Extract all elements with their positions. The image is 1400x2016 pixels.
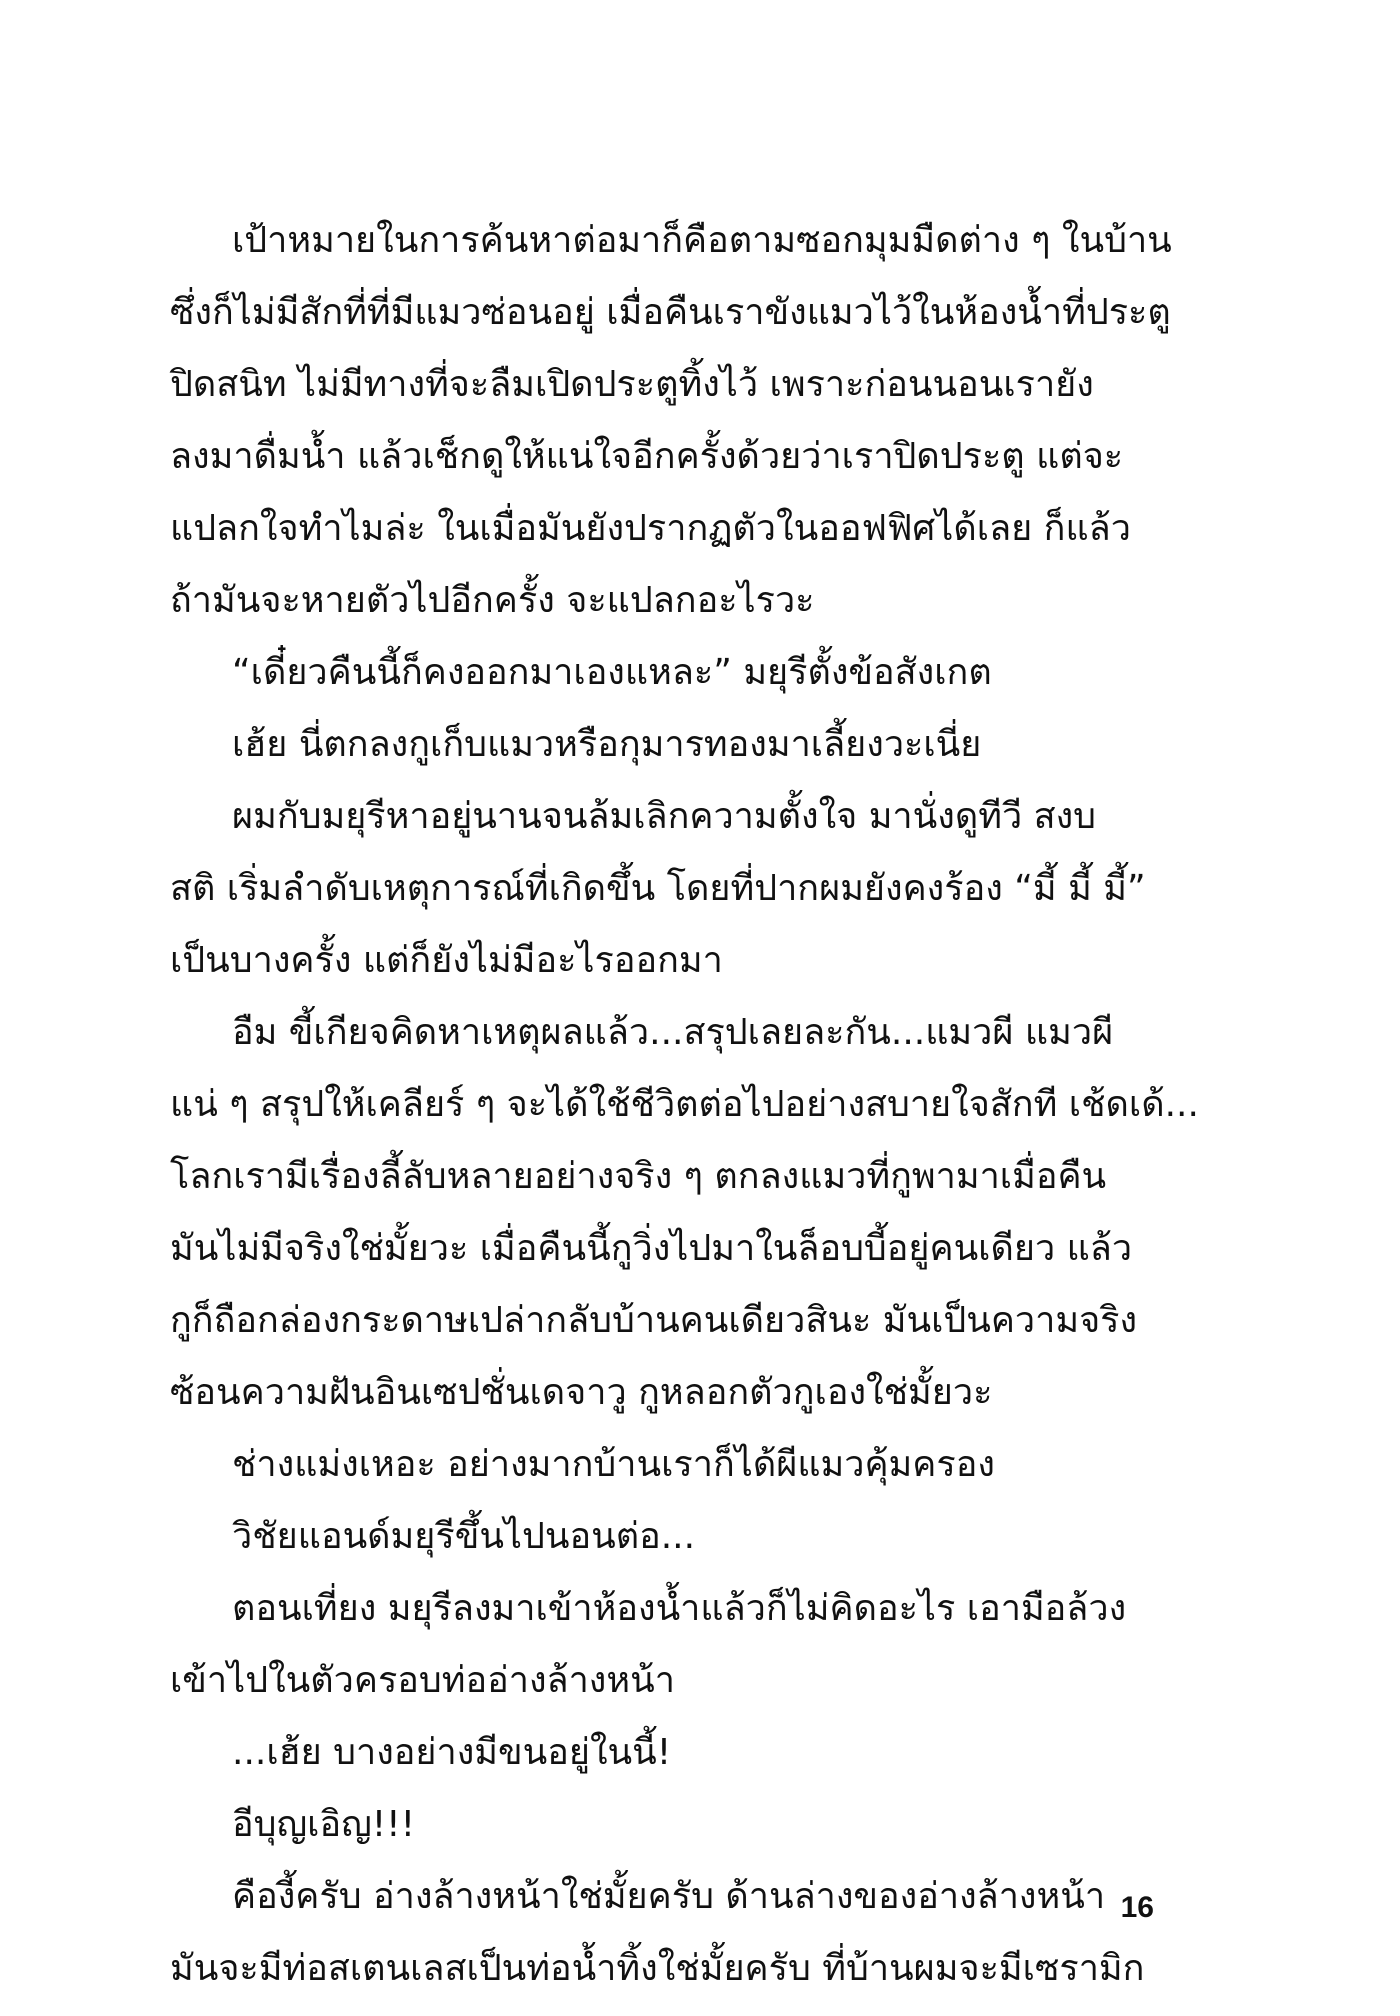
text-line: ผมกับมยุรีหาอยู่นานจนล้มเลิกความตั้งใจ มานั่งดูทีวี สงบ [232, 796, 1096, 837]
text-line: ซึ่งก็ไม่มีสักที่ที่มีแมวซ่อนอยู่ เมื่อคืนเราขังแมวไว้ในห้องน้ำที่ประตู [170, 292, 1171, 333]
text-line: ...เฮ้ย บางอย่างมีขนอยู่ในนี้! [232, 1732, 672, 1773]
text-line: อีบุญเอิญ!!! [232, 1804, 416, 1845]
text-line: เป้าหมายในการค้นหาต่อมาก็คือตามซอกมุมมืดต่าง ๆ ในบ้าน [232, 220, 1172, 261]
text-line: มันไม่มีจริงใช่มั้ยวะ เมื่อคืนนี้กูวิ่งไปมาในล็อบบี้อยู่คนเดียว แล้ว [170, 1228, 1133, 1269]
text-line: ตอนเที่ยง มยุรีลงมาเข้าห้องน้ำแล้วก็ไม่คิดอะไร เอามือล้วง [232, 1588, 1127, 1629]
text-line: มันจะมีท่อสเตนเลสเป็นท่อน้ำทิ้งใช่มั้ยครับ ที่บ้านผมจะมีเซรามิก [170, 1948, 1145, 1989]
text-line: สติ เริ่มลำดับเหตุการณ์ที่เกิดขึ้น โดยที่ปากผมยังคงร้อง “มี้ มี้ มี้” [170, 868, 1146, 909]
page-number: 16 [1120, 1891, 1154, 1924]
text-line: ถ้ามันจะหายตัวไปอีกครั้ง จะแปลกอะไรวะ [170, 580, 815, 621]
text-line: ซ้อนความฝันอินเซปชั่นเดจาวู กูหลอกตัวกูเองใช่มั้ยวะ [170, 1372, 993, 1413]
text-line: แปลกใจทำไมล่ะ ในเมื่อมันยังปรากฏตัวในออฟฟิศได้เลย ก็แล้ว [170, 508, 1131, 549]
text-line: เฮ้ย นี่ตกลงกูเก็บแมวหรือกุมารทองมาเลี้ยงวะเนี่ย [232, 724, 982, 765]
text-line: อืม ขี้เกียจคิดหาเหตุผลแล้ว...สรุปเลยละกัน...แมวผี แมวผี [232, 1012, 1114, 1053]
text-line: ช่างแม่งเหอะ อย่างมากบ้านเราก็ได้ผีแมวคุ้มครอง [232, 1444, 995, 1485]
text-line: “เดี๋ยวคืนนี้ก็คงออกมาเองแหละ” มยุรีตั้งข้อสังเกต [232, 652, 992, 693]
text-line: คืองี้ครับ อ่างล้างหน้าใช่มั้ยครับ ด้านล่างของอ่างล้างหน้า [232, 1876, 1106, 1917]
text-line: แน่ ๆ สรุปให้เคลียร์ ๆ จะได้ใช้ชีวิตต่อไปอย่างสบายใจสักที เช้ดเด้... [170, 1084, 1199, 1125]
text-line: เข้าไปในตัวครอบท่ออ่างล้างหน้า [170, 1660, 675, 1701]
text-line: ลงมาดื่มน้ำ แล้วเช็กดูให้แน่ใจอีกครั้งด้วยว่าเราปิดประตู แต่จะ [170, 436, 1124, 477]
text-line: โลกเรามีเรื่องลี้ลับหลายอย่างจริง ๆ ตกลงแมวที่กูพามาเมื่อคืน [170, 1156, 1107, 1197]
text-line: ปิดสนิท ไม่มีทางที่จะลืมเปิดประตูทิ้งไว้ เพราะก่อนนอนเรายัง [170, 364, 1094, 405]
text-line: กูก็ถือกล่องกระดาษเปล่ากลับบ้านคนเดียวสินะ มันเป็นความจริง [170, 1300, 1138, 1341]
text-line: วิชัยแอนด์มยุรีขึ้นไปนอนต่อ... [232, 1516, 696, 1557]
text-line: เป็นบางครั้ง แต่ก็ยังไม่มีอะไรออกมา [170, 940, 723, 981]
